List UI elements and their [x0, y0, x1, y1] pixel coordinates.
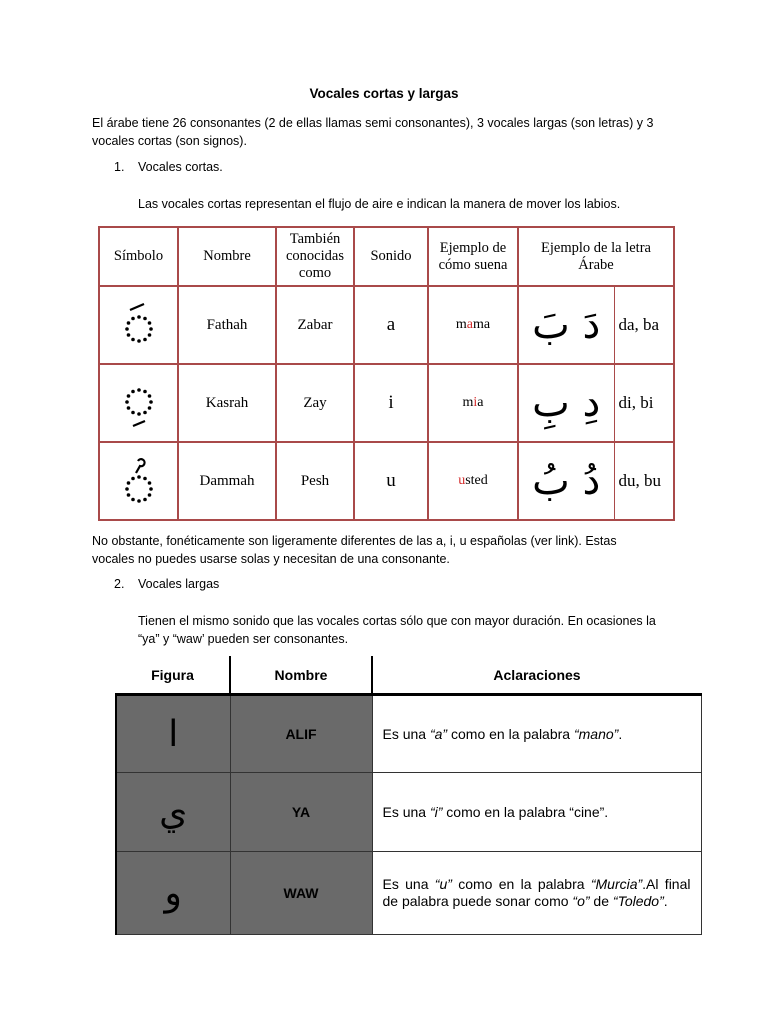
header-simbolo: Símbolo — [99, 227, 178, 286]
intro-paragraph: El árabe tiene 26 consonantes (2 de ellas llamas semi consonantes), 3 vocales largas (son letras) y 3 vocales cortas (son signos). — [92, 116, 654, 148]
kasrah-symbol-icon — [114, 373, 164, 433]
header-ejemplo-line1: Ejemplo de — [439, 239, 507, 256]
header-letra-arabe — [518, 227, 674, 286]
nombre-cell: Fathah — [178, 286, 276, 364]
header-ejemplo-line2: cómo suena — [438, 256, 508, 273]
section1-text: Las vocales cortas representan el flujo de aire e indican la manera de mover los labios. — [138, 197, 621, 211]
acl-italic: “i” — [429, 803, 443, 820]
alias-cell: Zay — [276, 364, 354, 442]
nombre-cell: Dammah — [178, 442, 276, 520]
ejemplo-highlight: i — [473, 395, 478, 410]
acl-text: . — [618, 725, 623, 742]
header-nombre: Nombre — [178, 227, 276, 286]
table2-header-row — [116, 656, 701, 695]
dammah-symbol-icon — [114, 451, 164, 511]
ejemplo-post: ma — [473, 317, 491, 332]
fathah-symbol-icon — [114, 295, 164, 355]
nombre-cell: WAW — [230, 852, 372, 935]
table1-header-row — [99, 227, 674, 286]
ejemplo-cell — [428, 442, 518, 520]
acl-text: .Al final de palabra puede sonar como — [382, 876, 691, 909]
acl-text: Es una — [382, 725, 430, 742]
aclaracion-cell — [372, 852, 701, 935]
table-row — [99, 286, 674, 364]
sonido-cell: i — [354, 364, 428, 442]
alias-cell: Pesh — [276, 442, 354, 520]
acl-text: Es una — [382, 876, 435, 892]
ejemplo-post: a — [477, 395, 484, 410]
header-ejemplo — [428, 227, 518, 286]
table-row — [116, 852, 701, 935]
ejemplo-cell — [428, 364, 518, 442]
nombre-cell: ALIF — [230, 695, 372, 773]
short-vowels-table — [98, 226, 675, 521]
ejemplo-pre: m — [462, 395, 474, 410]
ejemplo-post: sted — [465, 473, 488, 488]
header-letra-line2: Árabe — [578, 256, 614, 273]
section2-text: Tienen el mismo sonido que las vocales cortas sólo que con mayor duración. En ocasiones la “ya” y “waw’ pueden ser consonantes. — [138, 614, 656, 646]
translit-cell: da, ba — [614, 286, 674, 364]
translit-cell: di, bi — [614, 364, 674, 442]
header-nombre2: Nombre — [230, 656, 372, 695]
table-row — [116, 773, 701, 852]
ejemplo-highlight: a — [466, 317, 473, 332]
arabic-example-cell: دَ بَ — [518, 286, 614, 364]
ejemplo-pre: m — [455, 317, 467, 332]
acl-italic: “Toledo” — [612, 893, 664, 909]
sonido-cell: a — [354, 286, 428, 364]
acl-text: como en la palabra “cine”. — [442, 803, 609, 820]
arabic-example-cell: دُ بُ — [518, 442, 614, 520]
section2-title: Vocales largas — [138, 577, 220, 591]
acl-text: Es una — [382, 803, 430, 820]
header-tambien-line3: como — [298, 265, 332, 281]
long-vowels-table — [115, 656, 702, 935]
acl-italic: “mano” — [573, 725, 619, 742]
header-tambien-line2: conocidas — [286, 248, 344, 264]
aclaracion-cell — [372, 773, 701, 852]
table-row — [116, 695, 701, 773]
note-paragraph: No obstante, fonéticamente son ligeramente diferentes de las a, i, u españolas (ver link). Estas vocales no puedes usarse solas y necesitan de una consonante. — [92, 534, 617, 566]
alif-letter: ا — [116, 695, 230, 773]
acl-italic: “a” — [429, 725, 448, 742]
section1-title: Vocales cortas. — [138, 160, 223, 174]
acl-text: . — [663, 893, 668, 909]
header-letra-line1: Ejemplo de la letra — [541, 239, 651, 256]
table-row — [99, 442, 674, 520]
acl-text: de — [589, 893, 613, 909]
header-aclaraciones: Aclaraciones — [372, 656, 701, 695]
nombre-cell: YA — [230, 773, 372, 852]
section2-number: 2. — [114, 577, 125, 591]
page-title: Vocales cortas y largas — [309, 86, 459, 101]
acl-text: como en la palabra — [447, 725, 574, 742]
acl-italic: “Murcia” — [590, 876, 643, 892]
section1-number: 1. — [114, 160, 125, 174]
header-tambien — [276, 227, 354, 286]
kasrah-symbol — [99, 364, 178, 442]
waw-letter: و — [116, 852, 230, 935]
acl-italic: “u” — [434, 876, 452, 892]
ejemplo-cell — [428, 286, 518, 364]
ya-letter: ي — [116, 773, 230, 852]
acl-text: como en la palabra — [451, 876, 591, 892]
acl-italic: “o” — [572, 893, 590, 909]
sonido-cell: u — [354, 442, 428, 520]
header-tambien-line1: También — [289, 231, 341, 247]
dammah-symbol — [99, 442, 178, 520]
nombre-cell: Kasrah — [178, 364, 276, 442]
header-figura: Figura — [116, 656, 230, 695]
translit-cell: du, bu — [614, 442, 674, 520]
fathah-symbol — [99, 286, 178, 364]
arabic-example-cell: دِ بِ — [518, 364, 614, 442]
alias-cell: Zabar — [276, 286, 354, 364]
ejemplo-highlight: u — [458, 473, 466, 488]
header-sonido: Sonido — [354, 227, 428, 286]
aclaracion-cell — [372, 695, 701, 773]
table-row — [99, 364, 674, 442]
